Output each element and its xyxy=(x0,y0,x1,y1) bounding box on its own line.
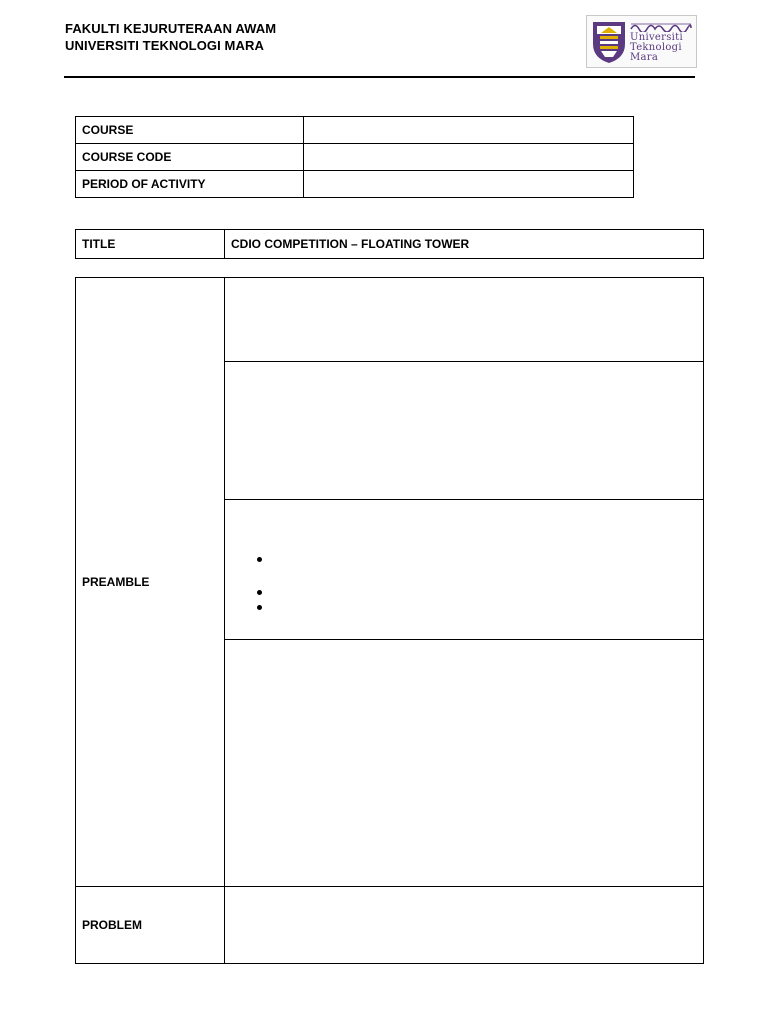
title-table xyxy=(75,229,704,259)
bullet-icon xyxy=(257,590,262,595)
title-value: CDIO COMPETITION – FLOATING TOWER xyxy=(225,230,704,259)
course-label: COURSE xyxy=(76,117,304,144)
period-of-activity-value-field[interactable] xyxy=(304,171,634,198)
header-divider xyxy=(64,76,695,78)
title-label: TITLE xyxy=(76,230,225,259)
faculty-name: FAKULTI KEJURUTERAAN AWAM xyxy=(65,21,277,36)
table-row xyxy=(76,117,634,144)
problem-cell[interactable] xyxy=(225,887,704,964)
table-row xyxy=(76,171,634,198)
university-name: UNIVERSITI TEKNOLOGI MARA xyxy=(65,38,264,53)
problem-label: PROBLEM xyxy=(76,887,225,964)
preamble-cell-1[interactable] xyxy=(225,278,704,362)
bullet-icon xyxy=(257,605,262,610)
jawi-script-mark xyxy=(629,20,693,32)
logo-text-line: Universiti xyxy=(630,32,683,43)
university-logo xyxy=(586,15,697,68)
logo-text-line: Teknologi xyxy=(630,42,682,53)
bullet-list xyxy=(225,500,703,639)
course-info-table xyxy=(75,116,634,198)
course-code-label: COURSE CODE xyxy=(76,144,304,171)
uitm-emblem-icon xyxy=(591,20,627,64)
course-value-field[interactable] xyxy=(304,117,634,144)
period-of-activity-label: PERIOD OF ACTIVITY xyxy=(76,171,304,198)
preamble-cell-4[interactable] xyxy=(225,640,704,887)
table-row xyxy=(76,278,704,362)
table-row xyxy=(76,144,634,171)
course-code-value-field[interactable] xyxy=(304,144,634,171)
table-row xyxy=(76,887,704,964)
preamble-cell-2[interactable] xyxy=(225,362,704,500)
preamble-problem-table xyxy=(75,277,704,964)
preamble-label: PREAMBLE xyxy=(76,278,225,887)
preamble-cell-3[interactable] xyxy=(225,500,704,640)
bullet-icon xyxy=(257,557,262,562)
table-row xyxy=(76,230,704,259)
logo-text-line: Mara xyxy=(630,52,659,63)
